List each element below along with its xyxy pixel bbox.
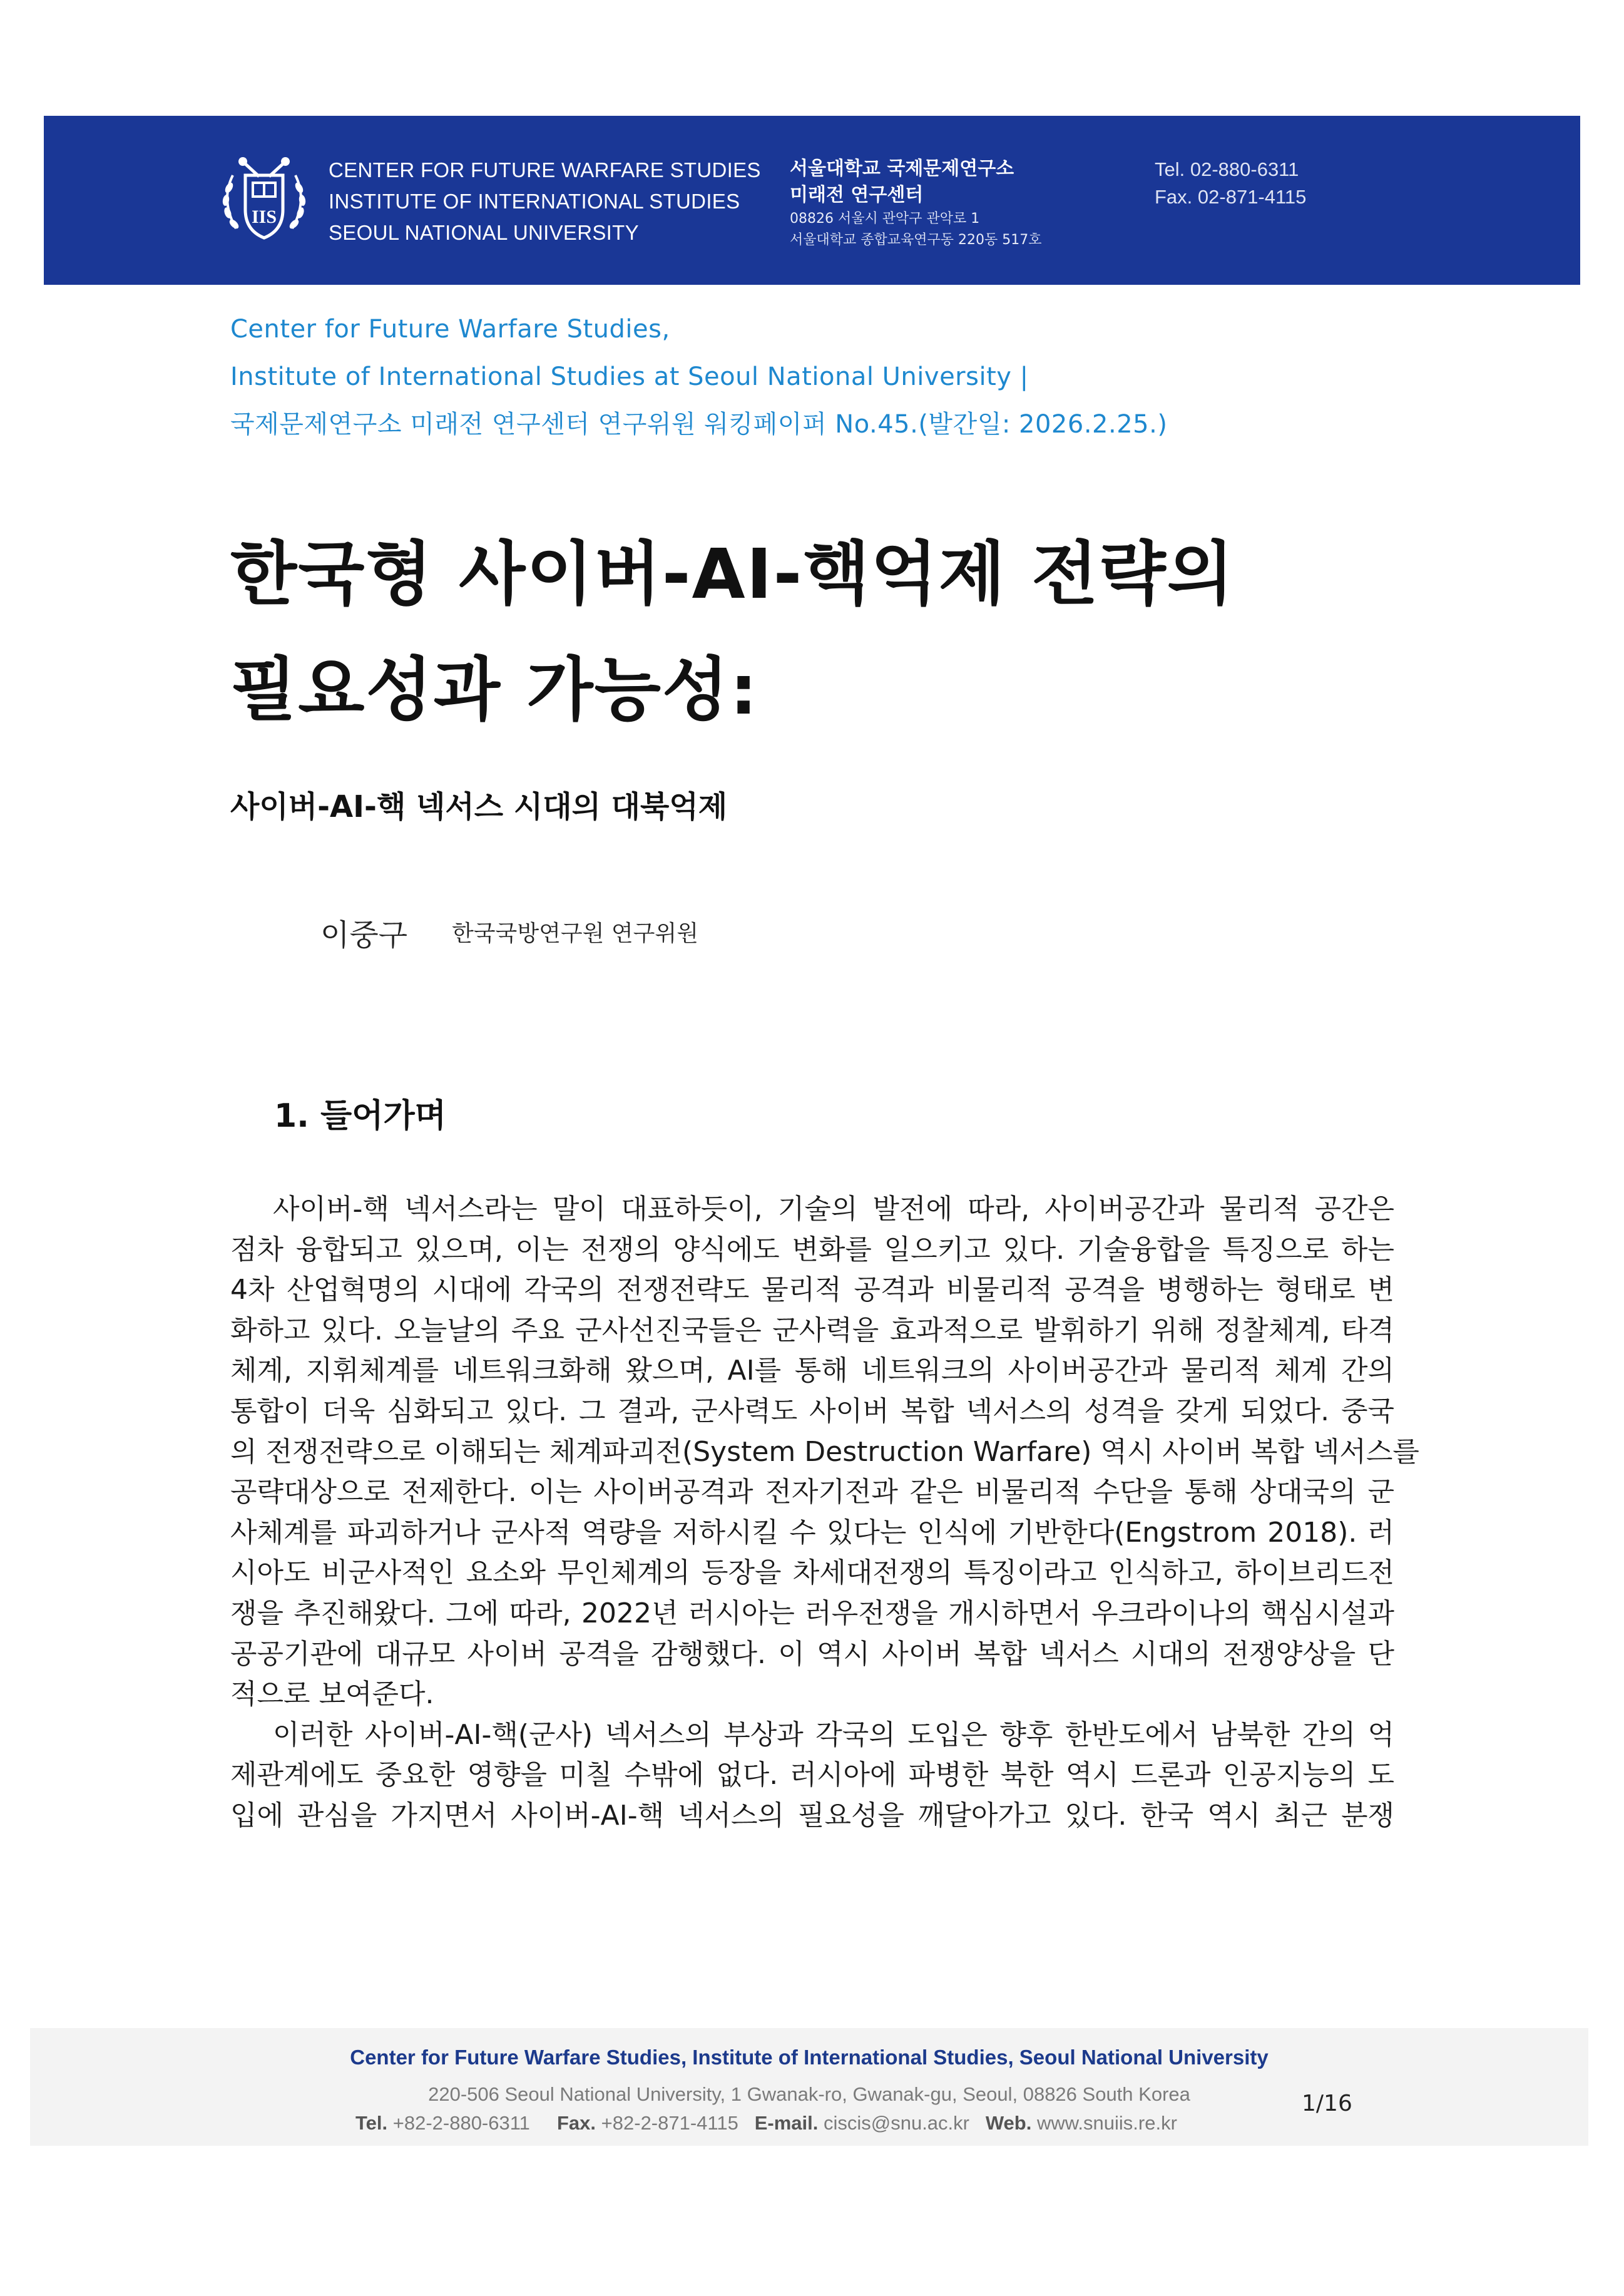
body-line: 공공기관에 대규모 사이버 공격을 감행했다. 이 역시 사이버 복합 넥서스 시대의 전쟁양상을 단 (230, 1637, 1394, 1670)
header-contact (1155, 156, 1306, 211)
title-line-1: 한국형 사이버-AI-핵억제 전략의 (230, 534, 1235, 614)
korean-title-2: 미래전 연구센터 (790, 184, 924, 206)
page-number: 1/16 (1302, 2091, 1352, 2116)
footer-tel-label: Tel. (355, 2112, 388, 2134)
series-info (230, 305, 1167, 448)
body-line: 점차 융합되고 있으며, 이는 전쟁의 양식에도 변화를 일으키고 있다. 기술융합을 특징으로 하는 (230, 1233, 1394, 1266)
section-heading: 1. 들어가며 (274, 1097, 446, 1135)
body-line: 사체계를 파괴하거나 군사적 역량을 저하시킬 수 있다는 인식에 기반한다(Engstrom 2018). 러 (230, 1516, 1394, 1549)
footer-email-link[interactable]: ciscis@snu.ac.kr (823, 2112, 969, 2134)
seal-text: IIS (251, 207, 277, 227)
footer-fax-label: Fax. (557, 2112, 596, 2134)
body-line: 사이버-핵 넥서스라는 말이 대표하듯이, 기술의 발전에 따라, 사이버공간과 물리적 공간은 (273, 1193, 1394, 1225)
series-line-3: 국제문제연구소 미래전 연구센터 연구위원 워킹페이퍼 No.45.(발간일: 2026.2.25.) (230, 410, 1168, 439)
footer-tel: +82-2-880-6311 (392, 2112, 530, 2134)
body-line: 쟁을 추진해왔다. 그에 따라, 2022년 러시아는 러우전쟁을 개시하면서 우크라이나의 핵심시설과 (230, 1597, 1394, 1629)
body-text (230, 1189, 1419, 1837)
footer-web-link[interactable]: www.snuiis.re.kr (1036, 2112, 1177, 2134)
body-line: 적으로 보여준다. (230, 1678, 434, 1711)
address-line-1: 08826 서울시 관악구 관악로 1 (790, 211, 980, 227)
body-line: 시아도 비군사적인 요소와 무인체계의 등장을 차세대전쟁의 특징이라고 인식하고, 하이브리드전 (230, 1557, 1394, 1589)
paper-subtitle: 사이버-AI-핵 넥서스 시대의 대북억제 (230, 789, 728, 824)
body-line: 의 전쟁전략으로 이해되는 체계파괴전(System Destruction Warfare) 역시 사이버 복합 넥서스를 (230, 1435, 1419, 1468)
korean-title-1: 서울대학교 국제문제연구소 (790, 158, 1014, 180)
institution-line-3: SEOUL NATIONAL UNIVERSITY (329, 221, 639, 244)
author-affiliation: 한국국방연구원 연구위원 (452, 921, 698, 946)
footer-fax: +82-2-871-4115 (601, 2112, 738, 2134)
body-line: 4차 산업혁명의 시대에 각국의 전쟁전략도 물리적 공격과 비물리적 공격을 병행하는 형태로 변 (230, 1274, 1394, 1306)
paper-title (230, 516, 1235, 748)
footer-email-label: E-mail. (754, 2112, 819, 2134)
header-banner (44, 116, 1580, 285)
body-line: 제관계에도 중요한 영향을 미칠 수밖에 없다. 러시아에 파병한 북한 역시 드론과 인공지능의 도 (230, 1759, 1394, 1791)
english-institution-name (329, 155, 761, 249)
series-line-1: Center for Future Warfare Studies, (230, 315, 670, 344)
institution-line-1: CENTER FOR FUTURE WARFARE STUDIES (329, 158, 761, 182)
title-line-2: 필요성과 가능성: (230, 650, 759, 730)
footer-title: Center for Future Warfare Studies, Institute of International Studies, Seoul National University (350, 2046, 1269, 2069)
body-line: 화하고 있다. 오늘날의 주요 군사선진국들은 군사력을 효과적으로 발휘하기 위해 정찰체계, 타격 (230, 1314, 1394, 1346)
iis-seal-logo (214, 150, 314, 250)
footer-address: 220-506 Seoul National University, 1 Gwanak-ro, Gwanak-gu, Seoul, 08826 South Korea (428, 2083, 1190, 2105)
author-name: 이중구 (320, 918, 408, 953)
korean-institution-block (790, 156, 1042, 251)
institution-line-2: INSTITUTE OF INTERNATIONAL STUDIES (329, 190, 740, 213)
footer-web-label: Web. (985, 2112, 1032, 2134)
address-line-2: 서울대학교 종합교육연구동 220동 517호 (790, 232, 1042, 248)
body-line: 이러한 사이버-AI-핵(군사) 넥서스의 부상과 각국의 도입은 향후 한반도에서 남북한 간의 억 (273, 1718, 1394, 1751)
body-line: 입에 관심을 가지면서 사이버-AI-핵 넥서스의 필요성을 깨달아가고 있다. 한국 역시 최근 분쟁 (230, 1799, 1394, 1832)
header-tel: Tel. 02-880-6311 (1155, 158, 1299, 180)
body-line: 통합이 더욱 심화되고 있다. 그 결과, 군사력도 사이버 복합 넥서스의 성격을 갖게 되었다. 중국 (230, 1395, 1394, 1427)
page-footer (30, 2028, 1588, 2146)
footer-contact (355, 2112, 1177, 2135)
series-line-2: Institute of International Studies at Seoul National University | (230, 362, 1029, 391)
header-fax: Fax. 02-871-4115 (1155, 186, 1307, 208)
body-line: 공략대상으로 전제한다. 이는 사이버공격과 전자기전과 같은 비물리적 수단을 통해 상대국의 군 (230, 1476, 1394, 1509)
body-line: 체계, 지휘체계를 네트워크화해 왔으며, AI를 통해 네트워크의 사이버공간과 물리적 체계 간의 (230, 1355, 1394, 1387)
